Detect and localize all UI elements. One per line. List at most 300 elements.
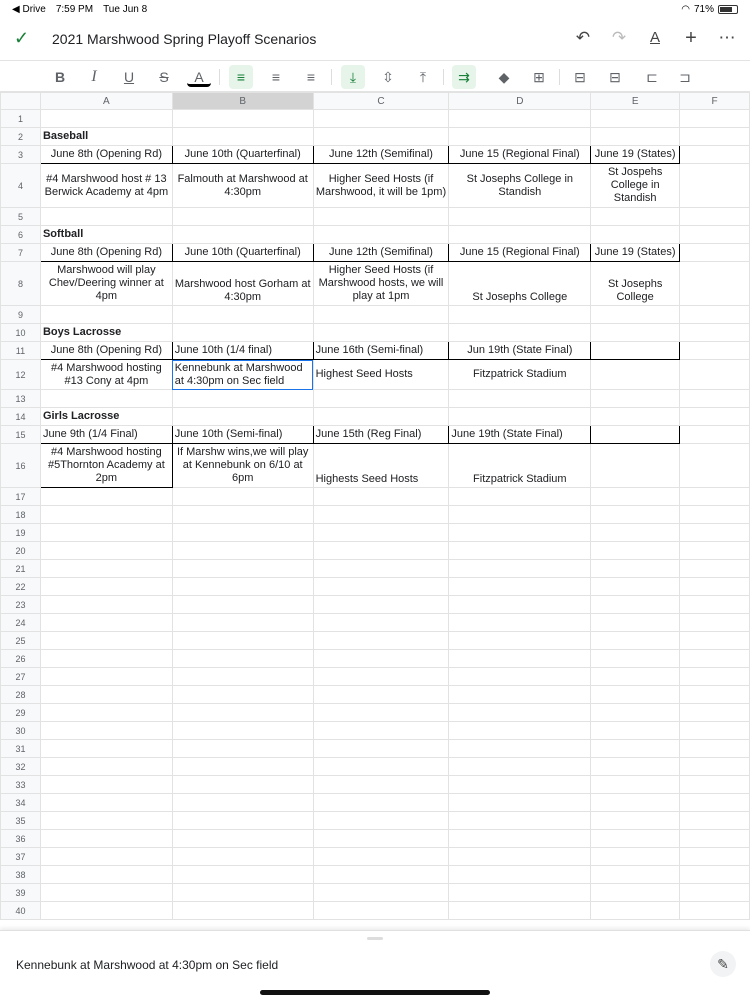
- cell-c23[interactable]: [313, 596, 449, 614]
- cell-b26[interactable]: [172, 650, 313, 668]
- cell-d39[interactable]: [449, 884, 591, 902]
- cell-a12[interactable]: #4 Marshwood hosting #13 Cony at 4pm: [40, 360, 172, 390]
- cell-b9[interactable]: [172, 306, 313, 324]
- cell-f27[interactable]: [680, 668, 750, 686]
- cell-c27[interactable]: [313, 668, 449, 686]
- cell-c14[interactable]: [313, 408, 449, 426]
- row-header[interactable]: 28: [1, 686, 41, 704]
- cell-f7[interactable]: [680, 244, 750, 262]
- cell-e30[interactable]: [591, 722, 680, 740]
- cell-a22[interactable]: [40, 578, 172, 596]
- row-header[interactable]: 40: [1, 902, 41, 920]
- cell-b22[interactable]: [172, 578, 313, 596]
- cell-c35[interactable]: [313, 812, 449, 830]
- cell-d34[interactable]: [449, 794, 591, 812]
- cell-c31[interactable]: [313, 740, 449, 758]
- cell-a31[interactable]: [40, 740, 172, 758]
- cell-b24[interactable]: [172, 614, 313, 632]
- cell-b8[interactable]: Marshwood host Gorham at 4:30pm: [172, 262, 313, 306]
- cell-d29[interactable]: [449, 704, 591, 722]
- row-header[interactable]: 5: [1, 208, 41, 226]
- cell-b4[interactable]: Falmouth at Marshwood at 4:30pm: [172, 164, 313, 208]
- insert-row-above-icon[interactable]: ⊟: [574, 69, 586, 85]
- column-header-e[interactable]: E: [591, 93, 680, 110]
- cell-a24[interactable]: [40, 614, 172, 632]
- cell-c7[interactable]: June 12th (Semifinal): [313, 244, 449, 262]
- cell-b14[interactable]: [172, 408, 313, 426]
- cell-d26[interactable]: [449, 650, 591, 668]
- cell-f9[interactable]: [680, 306, 750, 324]
- cell-e13[interactable]: [591, 390, 680, 408]
- cell-e39[interactable]: [591, 884, 680, 902]
- align-center-icon[interactable]: ≡: [271, 69, 281, 85]
- cell-a23[interactable]: [40, 596, 172, 614]
- cell-f19[interactable]: [680, 524, 750, 542]
- cell-c21[interactable]: [313, 560, 449, 578]
- cell-e11[interactable]: [591, 342, 680, 360]
- cell-f26[interactable]: [680, 650, 750, 668]
- cell-c10[interactable]: [313, 324, 449, 342]
- cell-e40[interactable]: [591, 902, 680, 920]
- cell-c36[interactable]: [313, 830, 449, 848]
- row-header[interactable]: 12: [1, 360, 41, 390]
- cell-c17[interactable]: [313, 488, 449, 506]
- cell-d18[interactable]: [449, 506, 591, 524]
- row-header[interactable]: 16: [1, 444, 41, 488]
- cell-c20[interactable]: [313, 542, 449, 560]
- cell-d4[interactable]: St Josephs College in Standish: [449, 164, 591, 208]
- cell-d22[interactable]: [449, 578, 591, 596]
- cell-f37[interactable]: [680, 848, 750, 866]
- cell-f20[interactable]: [680, 542, 750, 560]
- row-header[interactable]: 10: [1, 324, 41, 342]
- edit-pencil-icon[interactable]: ✎: [710, 951, 736, 977]
- cell-b16[interactable]: If Marshw wins,we will play at Kennebunk on 6/10 at 6pm: [172, 444, 313, 488]
- cell-f34[interactable]: [680, 794, 750, 812]
- cell-f30[interactable]: [680, 722, 750, 740]
- cell-f1[interactable]: [680, 110, 750, 128]
- cell-e17[interactable]: [591, 488, 680, 506]
- cell-d14[interactable]: [449, 408, 591, 426]
- cell-d16[interactable]: Fitzpatrick Stadium: [449, 444, 591, 488]
- done-check-icon[interactable]: ✓: [14, 28, 30, 48]
- row-header[interactable]: 3: [1, 146, 41, 164]
- add-icon[interactable]: +: [685, 27, 697, 49]
- cell-a7[interactable]: June 8th (Opening Rd): [40, 244, 172, 262]
- cell-e21[interactable]: [591, 560, 680, 578]
- cell-a26[interactable]: [40, 650, 172, 668]
- cell-f33[interactable]: [680, 776, 750, 794]
- cell-b3[interactable]: June 10th (Quarterfinal): [172, 146, 313, 164]
- row-header[interactable]: 36: [1, 830, 41, 848]
- align-left-icon[interactable]: ≡: [229, 65, 253, 89]
- cell-e38[interactable]: [591, 866, 680, 884]
- cell-c15[interactable]: June 15th (Reg Final): [313, 426, 449, 444]
- cell-c8[interactable]: Higher Seed Hosts (if Marshwood hosts, we will play at 1pm: [313, 262, 449, 306]
- cell-b30[interactable]: [172, 722, 313, 740]
- cell-d15[interactable]: June 19th (State Final): [449, 426, 591, 444]
- cell-d3[interactable]: June 15 (Regional Final): [449, 146, 591, 164]
- cell-e26[interactable]: [591, 650, 680, 668]
- row-header[interactable]: 31: [1, 740, 41, 758]
- row-header[interactable]: 17: [1, 488, 41, 506]
- cell-a29[interactable]: [40, 704, 172, 722]
- cell-b7[interactable]: June 10th (Quarterfinal): [172, 244, 313, 262]
- cell-f16[interactable]: [680, 444, 750, 488]
- insert-col-left-icon[interactable]: ⊏: [646, 69, 658, 85]
- cell-b10[interactable]: [172, 324, 313, 342]
- cell-d17[interactable]: [449, 488, 591, 506]
- cell-b28[interactable]: [172, 686, 313, 704]
- cell-a40[interactable]: [40, 902, 172, 920]
- cell-c32[interactable]: [313, 758, 449, 776]
- insert-row-below-icon[interactable]: ⊟: [609, 69, 621, 85]
- cell-a21[interactable]: [40, 560, 172, 578]
- cell-e29[interactable]: [591, 704, 680, 722]
- cell-a3[interactable]: June 8th (Opening Rd): [40, 146, 172, 164]
- cell-c34[interactable]: [313, 794, 449, 812]
- cell-c28[interactable]: [313, 686, 449, 704]
- formula-content[interactable]: Kennebunk at Marshwood at 4:30pm on Sec field: [16, 958, 279, 972]
- cell-f21[interactable]: [680, 560, 750, 578]
- cell-f11[interactable]: [680, 342, 750, 360]
- cell-d5[interactable]: [449, 208, 591, 226]
- fill-color-icon[interactable]: ◆: [498, 69, 510, 85]
- row-header[interactable]: 34: [1, 794, 41, 812]
- cell-e6[interactable]: [591, 226, 680, 244]
- cell-d32[interactable]: [449, 758, 591, 776]
- cell-f15[interactable]: [680, 426, 750, 444]
- cell-c2[interactable]: [313, 128, 449, 146]
- cell-a38[interactable]: [40, 866, 172, 884]
- cell-e2[interactable]: [591, 128, 680, 146]
- cell-f6[interactable]: [680, 226, 750, 244]
- cell-a35[interactable]: [40, 812, 172, 830]
- cell-f35[interactable]: [680, 812, 750, 830]
- cell-f36[interactable]: [680, 830, 750, 848]
- row-header[interactable]: 35: [1, 812, 41, 830]
- column-header-a[interactable]: A: [40, 93, 172, 110]
- cell-d31[interactable]: [449, 740, 591, 758]
- row-header[interactable]: 37: [1, 848, 41, 866]
- cell-f10[interactable]: [680, 324, 750, 342]
- cell-d19[interactable]: [449, 524, 591, 542]
- cell-e37[interactable]: [591, 848, 680, 866]
- cell-d21[interactable]: [449, 560, 591, 578]
- document-title[interactable]: 2021 Marshwood Spring Playoff Scenarios: [52, 31, 317, 47]
- cell-e22[interactable]: [591, 578, 680, 596]
- column-header-b[interactable]: B: [172, 93, 313, 110]
- row-header[interactable]: 23: [1, 596, 41, 614]
- cell-a33[interactable]: [40, 776, 172, 794]
- cell-b27[interactable]: [172, 668, 313, 686]
- cell-e27[interactable]: [591, 668, 680, 686]
- cell-e33[interactable]: [591, 776, 680, 794]
- cell-f3[interactable]: [680, 146, 750, 164]
- cell-b33[interactable]: [172, 776, 313, 794]
- insert-col-right-icon[interactable]: ⊐: [679, 69, 691, 85]
- cell-b19[interactable]: [172, 524, 313, 542]
- cell-a19[interactable]: [40, 524, 172, 542]
- row-header[interactable]: 21: [1, 560, 41, 578]
- cell-f39[interactable]: [680, 884, 750, 902]
- cell-a16[interactable]: #4 Marshwood hosting #5Thornton Academy at 2pm: [40, 444, 172, 488]
- row-header[interactable]: 15: [1, 426, 41, 444]
- cell-c26[interactable]: [313, 650, 449, 668]
- cell-c6[interactable]: [313, 226, 449, 244]
- text-format-icon[interactable]: A: [649, 29, 660, 46]
- cell-f2[interactable]: [680, 128, 750, 146]
- cell-b2[interactable]: [172, 128, 313, 146]
- cell-c19[interactable]: [313, 524, 449, 542]
- cell-c18[interactable]: [313, 506, 449, 524]
- cell-c1[interactable]: [313, 110, 449, 128]
- cell-b12[interactable]: Kennebunk at Marshwood at 4:30pm on Sec field: [172, 360, 313, 390]
- cell-c24[interactable]: [313, 614, 449, 632]
- cell-d33[interactable]: [449, 776, 591, 794]
- cell-f32[interactable]: [680, 758, 750, 776]
- cell-c22[interactable]: [313, 578, 449, 596]
- cell-e23[interactable]: [591, 596, 680, 614]
- bold-button[interactable]: B: [54, 69, 66, 85]
- align-right-icon[interactable]: ≡: [306, 69, 316, 85]
- cell-a1[interactable]: [40, 110, 172, 128]
- cell-a6[interactable]: Softball: [40, 226, 172, 244]
- cell-d9[interactable]: [449, 306, 591, 324]
- spreadsheet-grid[interactable]: [0, 92, 750, 930]
- drag-handle[interactable]: [367, 937, 383, 940]
- cell-d27[interactable]: [449, 668, 591, 686]
- cell-d30[interactable]: [449, 722, 591, 740]
- cell-b11[interactable]: June 10th (1/4 final): [172, 342, 313, 360]
- cell-c5[interactable]: [313, 208, 449, 226]
- cell-d28[interactable]: [449, 686, 591, 704]
- row-header[interactable]: 9: [1, 306, 41, 324]
- row-header[interactable]: 26: [1, 650, 41, 668]
- row-header[interactable]: 6: [1, 226, 41, 244]
- cell-d2[interactable]: [449, 128, 591, 146]
- row-header[interactable]: 38: [1, 866, 41, 884]
- cell-e28[interactable]: [591, 686, 680, 704]
- column-header-c[interactable]: C: [313, 93, 449, 110]
- row-header[interactable]: 1: [1, 110, 41, 128]
- cell-a8[interactable]: Marshwood will play Chev/Deering winner at 4pm: [40, 262, 172, 306]
- cell-e14[interactable]: [591, 408, 680, 426]
- row-header[interactable]: 2: [1, 128, 41, 146]
- cell-d35[interactable]: [449, 812, 591, 830]
- row-header[interactable]: 4: [1, 164, 41, 208]
- cell-b23[interactable]: [172, 596, 313, 614]
- home-indicator[interactable]: [260, 990, 490, 995]
- cell-a5[interactable]: [40, 208, 172, 226]
- cell-b17[interactable]: [172, 488, 313, 506]
- cell-e8[interactable]: St Josephs College: [591, 262, 680, 306]
- cell-d13[interactable]: [449, 390, 591, 408]
- text-color-button[interactable]: A: [187, 65, 211, 87]
- cell-e36[interactable]: [591, 830, 680, 848]
- valign-middle-icon[interactable]: ⇳: [382, 69, 394, 85]
- cell-c3[interactable]: June 12th (Semifinal): [313, 146, 449, 164]
- cell-a11[interactable]: June 8th (Opening Rd): [40, 342, 172, 360]
- cell-b34[interactable]: [172, 794, 313, 812]
- cell-b13[interactable]: [172, 390, 313, 408]
- cell-f40[interactable]: [680, 902, 750, 920]
- cell-e16[interactable]: [591, 444, 680, 488]
- cell-e25[interactable]: [591, 632, 680, 650]
- redo-icon[interactable]: ↷: [611, 28, 627, 47]
- cell-a9[interactable]: [40, 306, 172, 324]
- cell-c16[interactable]: Highests Seed Hosts: [313, 444, 449, 488]
- cell-d6[interactable]: [449, 226, 591, 244]
- cell-a32[interactable]: [40, 758, 172, 776]
- cell-a18[interactable]: [40, 506, 172, 524]
- cell-b6[interactable]: [172, 226, 313, 244]
- cell-e1[interactable]: [591, 110, 680, 128]
- cell-f12[interactable]: [680, 360, 750, 390]
- row-header[interactable]: 24: [1, 614, 41, 632]
- more-options-icon[interactable]: ⋯: [718, 28, 736, 47]
- cell-b32[interactable]: [172, 758, 313, 776]
- cell-f14[interactable]: [680, 408, 750, 426]
- cell-e34[interactable]: [591, 794, 680, 812]
- cell-a30[interactable]: [40, 722, 172, 740]
- cell-d23[interactable]: [449, 596, 591, 614]
- cell-a34[interactable]: [40, 794, 172, 812]
- cell-f22[interactable]: [680, 578, 750, 596]
- cell-b21[interactable]: [172, 560, 313, 578]
- cell-a13[interactable]: [40, 390, 172, 408]
- row-header[interactable]: 18: [1, 506, 41, 524]
- cell-c33[interactable]: [313, 776, 449, 794]
- cell-e5[interactable]: [591, 208, 680, 226]
- cell-b25[interactable]: [172, 632, 313, 650]
- cell-f4[interactable]: [680, 164, 750, 208]
- cell-f13[interactable]: [680, 390, 750, 408]
- row-header[interactable]: 39: [1, 884, 41, 902]
- cell-e7[interactable]: June 19 (States): [591, 244, 680, 262]
- undo-icon[interactable]: ↶: [575, 28, 591, 47]
- cell-c12[interactable]: Highest Seed Hosts: [313, 360, 449, 390]
- cell-a20[interactable]: [40, 542, 172, 560]
- cell-b39[interactable]: [172, 884, 313, 902]
- cell-c9[interactable]: [313, 306, 449, 324]
- cell-d40[interactable]: [449, 902, 591, 920]
- cell-e3[interactable]: June 19 (States): [591, 146, 680, 164]
- cell-f17[interactable]: [680, 488, 750, 506]
- cell-a39[interactable]: [40, 884, 172, 902]
- cell-f5[interactable]: [680, 208, 750, 226]
- row-header[interactable]: 29: [1, 704, 41, 722]
- cell-b20[interactable]: [172, 542, 313, 560]
- cell-f31[interactable]: [680, 740, 750, 758]
- cell-b38[interactable]: [172, 866, 313, 884]
- row-header[interactable]: 30: [1, 722, 41, 740]
- select-all-corner[interactable]: [1, 93, 41, 110]
- cell-a28[interactable]: [40, 686, 172, 704]
- cell-e9[interactable]: [591, 306, 680, 324]
- column-header-f[interactable]: F: [680, 93, 750, 110]
- strikethrough-button[interactable]: S: [159, 69, 169, 85]
- cell-b5[interactable]: [172, 208, 313, 226]
- underline-button[interactable]: U: [123, 69, 135, 85]
- cell-d10[interactable]: [449, 324, 591, 342]
- cell-e10[interactable]: [591, 324, 680, 342]
- cell-b15[interactable]: June 10th (Semi-final): [172, 426, 313, 444]
- cell-a2[interactable]: Baseball: [40, 128, 172, 146]
- cell-d37[interactable]: [449, 848, 591, 866]
- cell-a27[interactable]: [40, 668, 172, 686]
- cell-c25[interactable]: [313, 632, 449, 650]
- cell-a25[interactable]: [40, 632, 172, 650]
- cell-c4[interactable]: Higher Seed Hosts (if Marshwood, it will be 1pm): [313, 164, 449, 208]
- cell-e15[interactable]: [591, 426, 680, 444]
- valign-top-icon[interactable]: ⤒: [419, 69, 427, 85]
- cell-e24[interactable]: [591, 614, 680, 632]
- cell-c38[interactable]: [313, 866, 449, 884]
- row-header[interactable]: 27: [1, 668, 41, 686]
- cell-f28[interactable]: [680, 686, 750, 704]
- cell-d20[interactable]: [449, 542, 591, 560]
- cell-a36[interactable]: [40, 830, 172, 848]
- cell-c30[interactable]: [313, 722, 449, 740]
- cell-d1[interactable]: [449, 110, 591, 128]
- cell-b29[interactable]: [172, 704, 313, 722]
- row-header[interactable]: 13: [1, 390, 41, 408]
- cell-b36[interactable]: [172, 830, 313, 848]
- cell-c37[interactable]: [313, 848, 449, 866]
- cell-a37[interactable]: [40, 848, 172, 866]
- cell-d36[interactable]: [449, 830, 591, 848]
- cell-a15[interactable]: June 9th (1/4 Final): [40, 426, 172, 444]
- row-header[interactable]: 22: [1, 578, 41, 596]
- cell-a4[interactable]: #4 Marshwood host # 13 Berwick Academy at 4pm: [40, 164, 172, 208]
- cell-e20[interactable]: [591, 542, 680, 560]
- cell-f24[interactable]: [680, 614, 750, 632]
- cell-d25[interactable]: [449, 632, 591, 650]
- cell-d12[interactable]: Fitzpatrick Stadium: [449, 360, 591, 390]
- cell-b37[interactable]: [172, 848, 313, 866]
- cell-d11[interactable]: Jun 19th (State Final): [449, 342, 591, 360]
- cell-a14[interactable]: Girls Lacrosse: [40, 408, 172, 426]
- cell-c13[interactable]: [313, 390, 449, 408]
- row-header[interactable]: 19: [1, 524, 41, 542]
- cell-f29[interactable]: [680, 704, 750, 722]
- row-header[interactable]: 7: [1, 244, 41, 262]
- cell-f18[interactable]: [680, 506, 750, 524]
- row-header[interactable]: 25: [1, 632, 41, 650]
- cell-e35[interactable]: [591, 812, 680, 830]
- cell-b35[interactable]: [172, 812, 313, 830]
- cell-e31[interactable]: [591, 740, 680, 758]
- cell-d24[interactable]: [449, 614, 591, 632]
- cell-c40[interactable]: [313, 902, 449, 920]
- row-header[interactable]: 20: [1, 542, 41, 560]
- cell-f8[interactable]: [680, 262, 750, 306]
- cell-a17[interactable]: [40, 488, 172, 506]
- row-header[interactable]: 8: [1, 262, 41, 306]
- cell-a10[interactable]: Boys Lacrosse: [40, 324, 172, 342]
- cell-e32[interactable]: [591, 758, 680, 776]
- cell-e18[interactable]: [591, 506, 680, 524]
- cell-b40[interactable]: [172, 902, 313, 920]
- cell-b18[interactable]: [172, 506, 313, 524]
- row-header[interactable]: 33: [1, 776, 41, 794]
- cell-f23[interactable]: [680, 596, 750, 614]
- cell-b1[interactable]: [172, 110, 313, 128]
- cell-f25[interactable]: [680, 632, 750, 650]
- cell-d38[interactable]: [449, 866, 591, 884]
- cell-c11[interactable]: June 16th (Semi-final): [313, 342, 449, 360]
